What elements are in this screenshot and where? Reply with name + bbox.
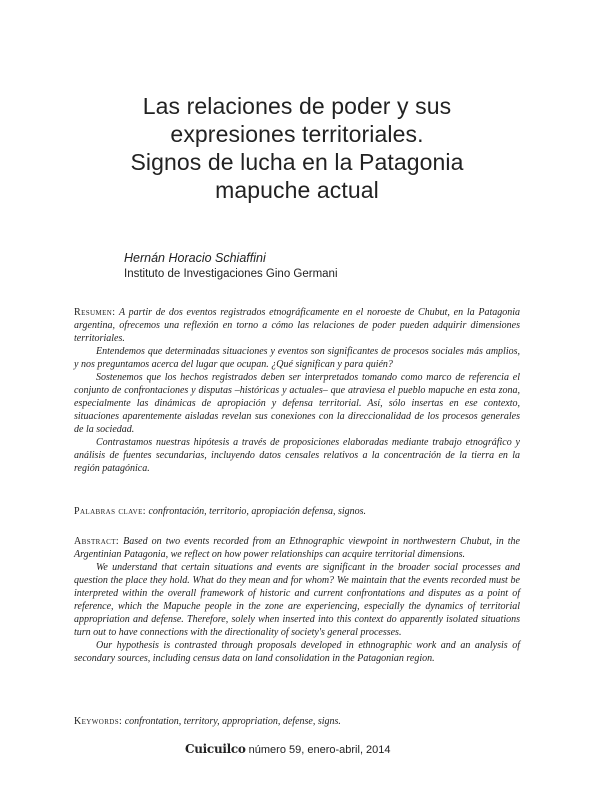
abstract-section [74, 535, 520, 665]
palabras-clave-label: Palabras clave: [74, 506, 146, 517]
page-footer [185, 742, 391, 756]
resumen-paragraph-4: Contrastamos nuestras hipótesis a través de proposiciones elaboradas mediante trabajo etnográfico y análisis de fuentes secundarias, incluyendo datos censales relativos a la concentración de la tierra en la región patagónica. [74, 437, 520, 474]
abstract-text-1: Based on two events recorded from an Ethnographic viewpoint in northwestern Chubut, in the Argentinian Patagonia, we reflect on how power relationships can acquire territorial dimensions. [74, 536, 520, 560]
article-title [60, 92, 534, 204]
palabras-clave-line [74, 505, 520, 518]
abstract-paragraph-3: Our hypothesis is contrasted through proposals developed in ethnographic work and an analysis of secondary sources, including census data on land consolidation in the Patagonian region. [74, 640, 520, 664]
resumen-section [74, 306, 520, 475]
resumen-paragraph-3: Sostenemos que los hechos registrados deben ser interpretados tomando como marco de referencia el conjunto de confrontaciones y disputas –históricas y actuales– que atraviesa el pueblo mapuche en esta zona, especialmente las dinámicas de apropiación y defensa territorial. Así, sólo insertas en ese contexto, situaciones aparentemente aisladas revelan sus conexiones con la direccionalidad de los procesos generales de la sociedad. [74, 372, 520, 435]
resumen-text-1: A partir de dos eventos registrados etnográficamente en el noroeste de Chubut, en la Patagonia argentina, ofrecemos una reflexión en torno a cómo las relaciones de poder pueden adquirir dimensiones territoriales. [74, 307, 520, 344]
resumen-paragraph-1 [74, 306, 520, 345]
journal-logo: Cuicuilco [185, 742, 246, 756]
keywords-text: confrontation, territory, appropriation, defense, signs. [124, 716, 341, 727]
resumen-paragraph-2: Entendemos que determinadas situaciones y eventos son significantes de procesos sociales más amplios, y nos preguntamos acerca del lugar que ocupan. ¿Qué significan y para quién? [74, 346, 520, 370]
palabras-clave-text: confrontación, territorio, apropiación defensa, signos. [148, 506, 367, 517]
palabras-clave-section [74, 505, 520, 518]
resumen-label: Resumen: [74, 307, 116, 318]
abstract-label: Abstract: [74, 536, 120, 547]
author-name: Hernán Horacio Schiaffini [124, 251, 266, 265]
keywords-section [74, 715, 520, 728]
keywords-label: Keywords: [74, 716, 123, 727]
title-line-4: mapuche actual [215, 177, 379, 203]
abstract-paragraph-2: We understand that certain situations and events are significant in the broader social processes and question the place they hold. What do they mean and for whom? We maintain that the events recorded must be interpreted within the overall framework of historic and current confrontations and disputes as a point of reference, which the Mapuche people in the zone are experiencing, especially the dynamics of territorial appropriation and defense. Therefore, solely when inserted into this context do apparently isolated situations turn out to have connections with the directionality of society's general processes. [74, 562, 520, 638]
title-line-3: Signos de lucha en la Patagonia [130, 149, 464, 175]
title-line-1: Las relaciones de poder y sus [142, 93, 452, 119]
keywords-line [74, 715, 520, 728]
issue-info: número 59, enero-abril, 2014 [248, 744, 391, 756]
abstract-paragraph-1 [74, 535, 520, 561]
title-line-2: expresiones territoriales. [170, 121, 424, 147]
author-affiliation: Instituto de Investigaciones Gino Germani [124, 268, 338, 280]
